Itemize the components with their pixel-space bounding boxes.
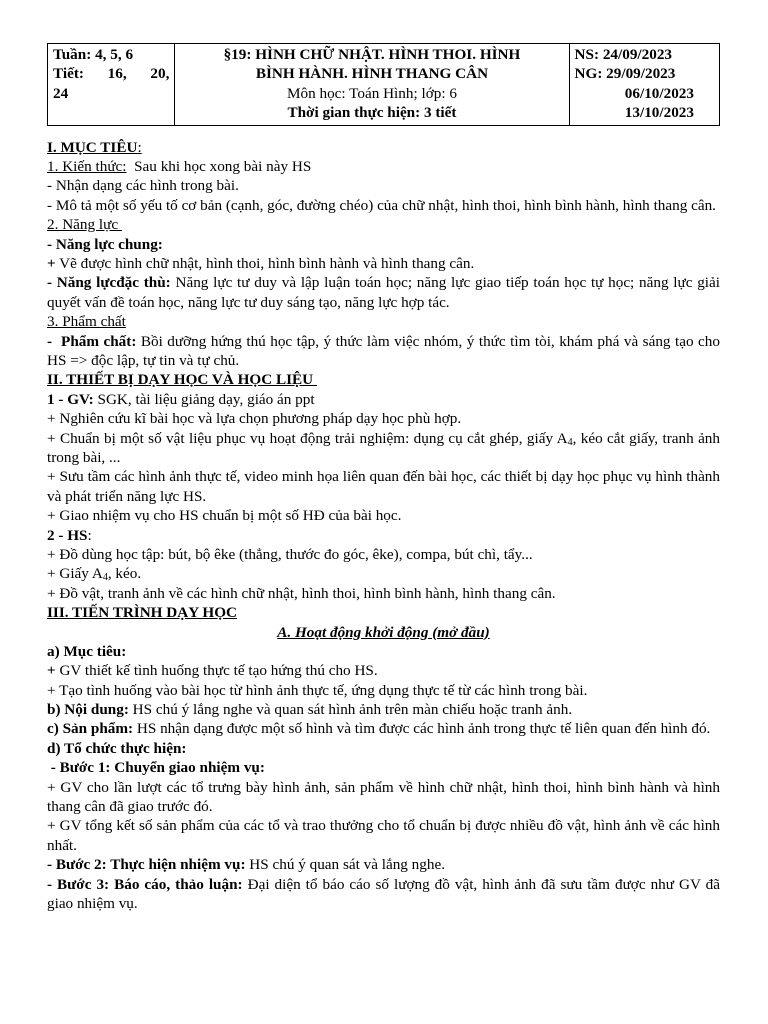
step2-text: HS chú ý quan sát và lắng nghe.	[245, 856, 446, 874]
knowledge-item-1: - Nhận dạng các hình trong bài.	[47, 177, 239, 195]
objective-item-1	[47, 661, 720, 680]
header-right-cell	[569, 44, 719, 126]
gv-text: SGK, tài liệu giảng dạy, giáo án ppt	[93, 390, 315, 408]
section2-heading-line	[47, 370, 720, 389]
step3-label: - Bước 3: Báo cáo, thảo luận:	[47, 875, 243, 893]
teaching-date-2: 06/10/2023	[624, 84, 694, 102]
quality-text: Bồi dưỡng hứng thú học tập, ý thức làm việc nhóm, ý thức tìm tòi, khám phá và sáng tạo cho HS => độc lập, tự tin và tự chủ.	[47, 332, 720, 369]
knowledge-intro: Sau khi học xong bài này HS	[126, 158, 312, 176]
quality-label: 3. Phẩm chất	[47, 313, 126, 331]
quality-heading-line	[47, 312, 720, 331]
plus-bullet: +	[47, 254, 56, 272]
duration-text: Thời gian thực hiện: 3 tiết	[287, 104, 457, 122]
section2-heading: II. THIẾT BỊ DẠY HỌC VÀ HỌC LIỆU	[47, 371, 317, 389]
knowledge-item-2: - Mô tả một số yếu tố cơ bản (cạnh, góc, đường chéo) của chữ nhật, hình thoi, hình bình hành, hình thang cân.	[47, 196, 716, 214]
objective-item-1-text: GV thiết kế tình huống thực tế tạo hứng thú cho HS.	[55, 662, 378, 680]
header-table	[47, 43, 720, 126]
general-ability-item	[47, 254, 720, 273]
ability-label: 2. Năng lực	[47, 216, 122, 234]
header-center-cell	[175, 44, 569, 126]
knowledge-line	[47, 157, 720, 176]
quality-paragraph	[47, 332, 720, 371]
hs-colon: :	[87, 526, 92, 544]
gv-item-2-post: , kéo cắt giấy, tranh ảnh trong bài, ...	[47, 429, 720, 466]
step3-text: Đại diện tổ báo cáo số lượng đồ vật, hình ảnh đã sưu tầm được như GV đã giao nhiệm vụ.	[47, 875, 720, 913]
teaching-date-3: 13/10/2023	[624, 104, 694, 122]
specific-ability-text: Năng lực tư duy và lập luận toán học; năng lực giao tiếp toán học tự học; năng lực giải quyết vấn đề toán học, năng lực tư duy sáng tạo, năng lực hợp tác.	[47, 274, 720, 311]
section1-heading: I. MỤC TIÊU	[47, 138, 138, 156]
ns-date: NS: 24/09/2023	[574, 46, 673, 63]
step3-paragraph	[47, 875, 720, 914]
content-line	[47, 700, 720, 719]
periods-label: Tiết:	[53, 65, 84, 83]
specific-ability-paragraph	[47, 273, 720, 312]
step1-item-b: + GV tổng kết số sản phẩm của các tổ và trao thưởng cho tổ chuẩn bị được nhiều đồ vật, hình ảnh về các hình nhất.	[47, 817, 720, 854]
periods-continuation: 24	[53, 84, 69, 102]
general-ability-label: - Năng lực chung:	[47, 235, 163, 253]
periods-line	[53, 64, 169, 83]
section3-heading-line	[47, 603, 720, 622]
section1-heading-colon: :	[137, 138, 142, 156]
header-left-cell	[48, 44, 175, 126]
hs-item-2-pre: + Giấy A	[47, 565, 103, 583]
knowledge-label: 1. Kiến thức:	[47, 158, 127, 176]
step1-item-a: + GV cho lần lượt các tổ trưng bày hình ảnh, sản phẩm về hình chữ nhật, hình thoi, hình bình hành và hình thang cân đã giao trước đó.	[47, 778, 720, 816]
product-paragraph	[47, 719, 720, 738]
activity-title-line	[47, 623, 720, 642]
step2-line	[47, 855, 720, 874]
hs-line	[47, 526, 720, 545]
hs-item-3: + Đồ vật, tranh ảnh về các hình chữ nhật, hình thoi, hình bình hành, hình thang cân.	[47, 584, 556, 602]
plus-bullet: +	[47, 662, 56, 680]
specific-ability-label: - Năng lựcđặc thù:	[47, 274, 171, 292]
section1-heading-line	[47, 138, 720, 157]
gv-item-2	[47, 429, 720, 468]
gv-label: 1 - GV:	[47, 390, 94, 408]
hs-item-2	[47, 564, 720, 583]
objective-item-2: + Tạo tình huống vào bài học từ hình ảnh thực tế, ứng dụng thực tế từ các hình trong bài.	[47, 681, 588, 699]
ng-date: NG: 29/09/2023	[574, 65, 676, 83]
period-value: 16,	[107, 65, 127, 83]
hs-label: 2 - HS	[47, 526, 88, 544]
objective-label: a) Mục tiêu:	[47, 642, 127, 660]
content-label: b) Nội dung:	[47, 701, 129, 719]
ability-heading-line	[47, 215, 720, 234]
gv-item-3: + Sưu tầm các hình ảnh thực tế, video minh họa liên quan đến bài học, các thiết bị dạy học phục vụ hình thành và phát triển năng lực HS.	[47, 468, 720, 505]
hs-item-2-post: , kéo.	[107, 565, 142, 583]
lesson-title-line1: §19: HÌNH CHỮ NHẬT. HÌNH THOI. HÌNH	[223, 46, 521, 63]
subject-text: Môn học: Toán Hình; lớp: 6	[286, 84, 457, 102]
general-ability-text: Vẽ được hình chữ nhật, hình thoi, hình bình hành và hình thang cân.	[55, 254, 475, 272]
lesson-title-line2: BÌNH HÀNH. HÌNH THANG CÂN	[255, 65, 489, 83]
product-text: HS nhận dạng được một số hình và tìm được các hình ảnh trong thực tế liên quan đến hình đó.	[133, 720, 711, 738]
gv-item-2-sub: 4	[567, 436, 573, 448]
document-body	[47, 138, 720, 914]
hs-item-2-sub: 4	[102, 572, 108, 584]
hs-item-1: + Đồ dùng học tập: bút, bộ êke (thẳng, thước đo góc, êke), compa, bút chì, tẩy...	[47, 545, 533, 563]
step2-label: - Bước 2: Thực hiện nhiệm vụ:	[47, 856, 246, 874]
week-text: Tuần: 4, 5, 6	[53, 46, 134, 63]
gv-item-1: + Nghiên cứu kĩ bài học và lựa chọn phương pháp dạy học phù hợp.	[47, 410, 462, 428]
step1-label: - Bước 1: Chuyển giao nhiệm vụ:	[47, 759, 265, 777]
gv-item-2-pre: + Chuẩn bị một số vật liệu phục vụ hoạt động trải nghiệm: dụng cụ cắt ghép, giấy A	[47, 429, 568, 447]
activity-title: A. Hoạt động khởi động (mở đầu)	[277, 623, 490, 641]
lesson-plan-page	[47, 43, 720, 914]
gv-item-4: + Giao nhiệm vụ cho HS chuẩn bị một số HĐ của bài học.	[47, 507, 402, 525]
organization-label: d) Tổ chức thực hiện:	[47, 739, 187, 757]
period-value: 20,	[150, 65, 170, 83]
quality-prefix: - Phẩm chất:	[47, 332, 137, 350]
gv-line	[47, 390, 720, 409]
product-label: c) Sản phẩm:	[47, 720, 134, 738]
content-text: HS chú ý lắng nghe và quan sát hình ảnh trên màn chiếu hoặc tranh ảnh.	[128, 701, 573, 719]
section3-heading: III. TIẾN TRÌNH DẠY HỌC	[47, 604, 238, 622]
